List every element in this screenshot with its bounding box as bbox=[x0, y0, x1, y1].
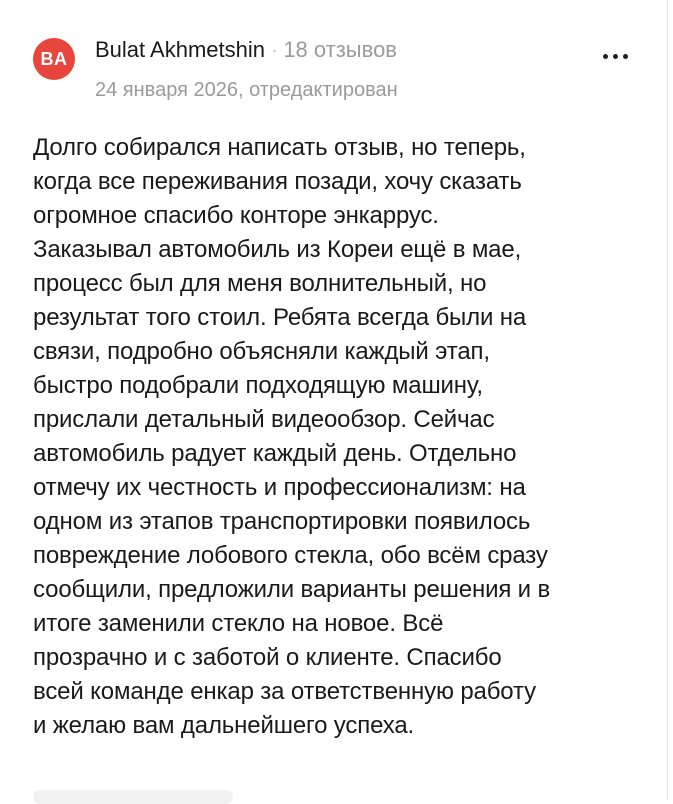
partial-button-below[interactable] bbox=[33, 790, 233, 804]
more-dots-icon bbox=[613, 54, 618, 59]
review-count: 18 отзывов bbox=[283, 37, 397, 62]
author-line bbox=[95, 36, 397, 64]
avatar[interactable] bbox=[33, 38, 75, 80]
review-text: Долго собирался написать отзыв, но теперь, когда все переживания позади, хочу сказать огромное спасибо конторе энкаррус. Заказывал автомобиль из Кореи ещё в мае, процесс был для меня волнительный, но результат того стоил. Ребята всегда были на связи, подробно объясняли каждый этап, быстро подобрали подходящую машину, прислали детальный видеообзор. Сейчас автомобиль радует каждый день. Отдельно отмечу их честность и профессионализм: на одном из этапов транспортировки появилось повреждение лобового стекла, обо всём сразу сообщили, предложили варианты решения и в итоге заменили стекло на новое. Всё прозрачно и с заботой о клиенте. Спасибо всей команде енкар за ответственную работу и желаю вам дальнейшего успеха. bbox=[33, 134, 551, 739]
review-header bbox=[33, 34, 633, 104]
more-dots-icon bbox=[623, 54, 628, 59]
separator-dot: · bbox=[270, 37, 279, 62]
card-border bbox=[667, 0, 668, 800]
more-dots-icon bbox=[603, 54, 608, 59]
more-options-button[interactable] bbox=[597, 44, 633, 68]
author-name[interactable]: Bulat Akhmetshin bbox=[95, 37, 265, 62]
review-date: 24 января 2026, отредактирован bbox=[95, 79, 398, 101]
avatar-initials: BA bbox=[40, 48, 68, 69]
